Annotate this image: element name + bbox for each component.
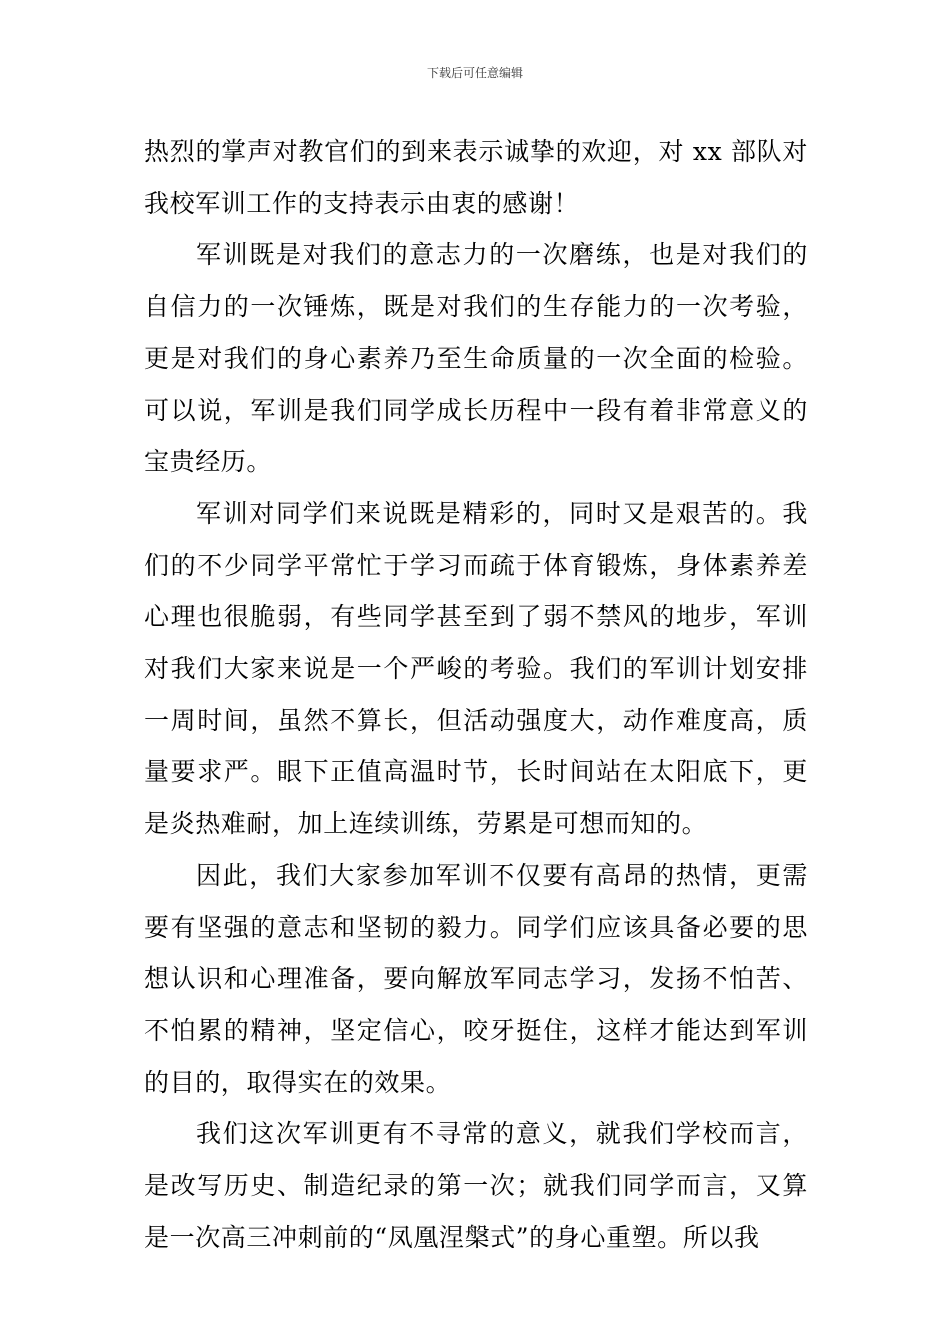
paragraph-2: 军训既是对我们的意志力的一次磨练，也是对我们的自信力的一次锤炼，既是对我们的生存能力的一次考验，更是对我们的身心素养乃至生命质量的一次全面的检验。可以说，军训是我们同学成长历程中一段有着非常意义的宝贵经历。 [144, 240, 808, 477]
document-body [144, 126, 808, 1263]
paragraph-4: 因此，我们大家参加军训不仅要有高昂的热情，更需要有坚强的意志和坚韧的毅力。同学们应该具备必要的思想认识和心理准备，要向解放军同志学习，发扬不怕苦、不怕累的精神，坚定信心，咬牙挺住，这样才能达到军训的目的，取得实在的效果。 [144, 860, 808, 1097]
page-header: 下载后可任意编辑 [426, 66, 523, 80]
paragraph-1: 热烈的掌声对教官们的到来表示诚挚的欢迎，对 xx 部队对我校军训工作的支持表示由衷的感谢！ [144, 137, 808, 218]
paragraph-5: 我们这次军训更有不寻常的意义，就我们学校而言，是改写历史、制造纪录的第一次；就我们同学而言，又算是一次高三冲刺前的“凤凰涅槃式”的身心重塑。所以我 [144, 1119, 808, 1252]
paragraph-3: 军训对同学们来说既是精彩的，同时又是艰苦的。我们的不少同学平常忙于学习而疏于体育锻炼，身体素养差心理也很脆弱，有些同学甚至到了弱不禁风的地步，军训对我们大家来说是一个严峻的考验。我们的军训计划安排一周时间，虽然不算长，但活动强度大，动作难度高，质量要求严。眼下正值高温时节，长时间站在太阳底下，更是炎热难耐，加上连续训练，劳累是可想而知的。 [144, 498, 808, 839]
